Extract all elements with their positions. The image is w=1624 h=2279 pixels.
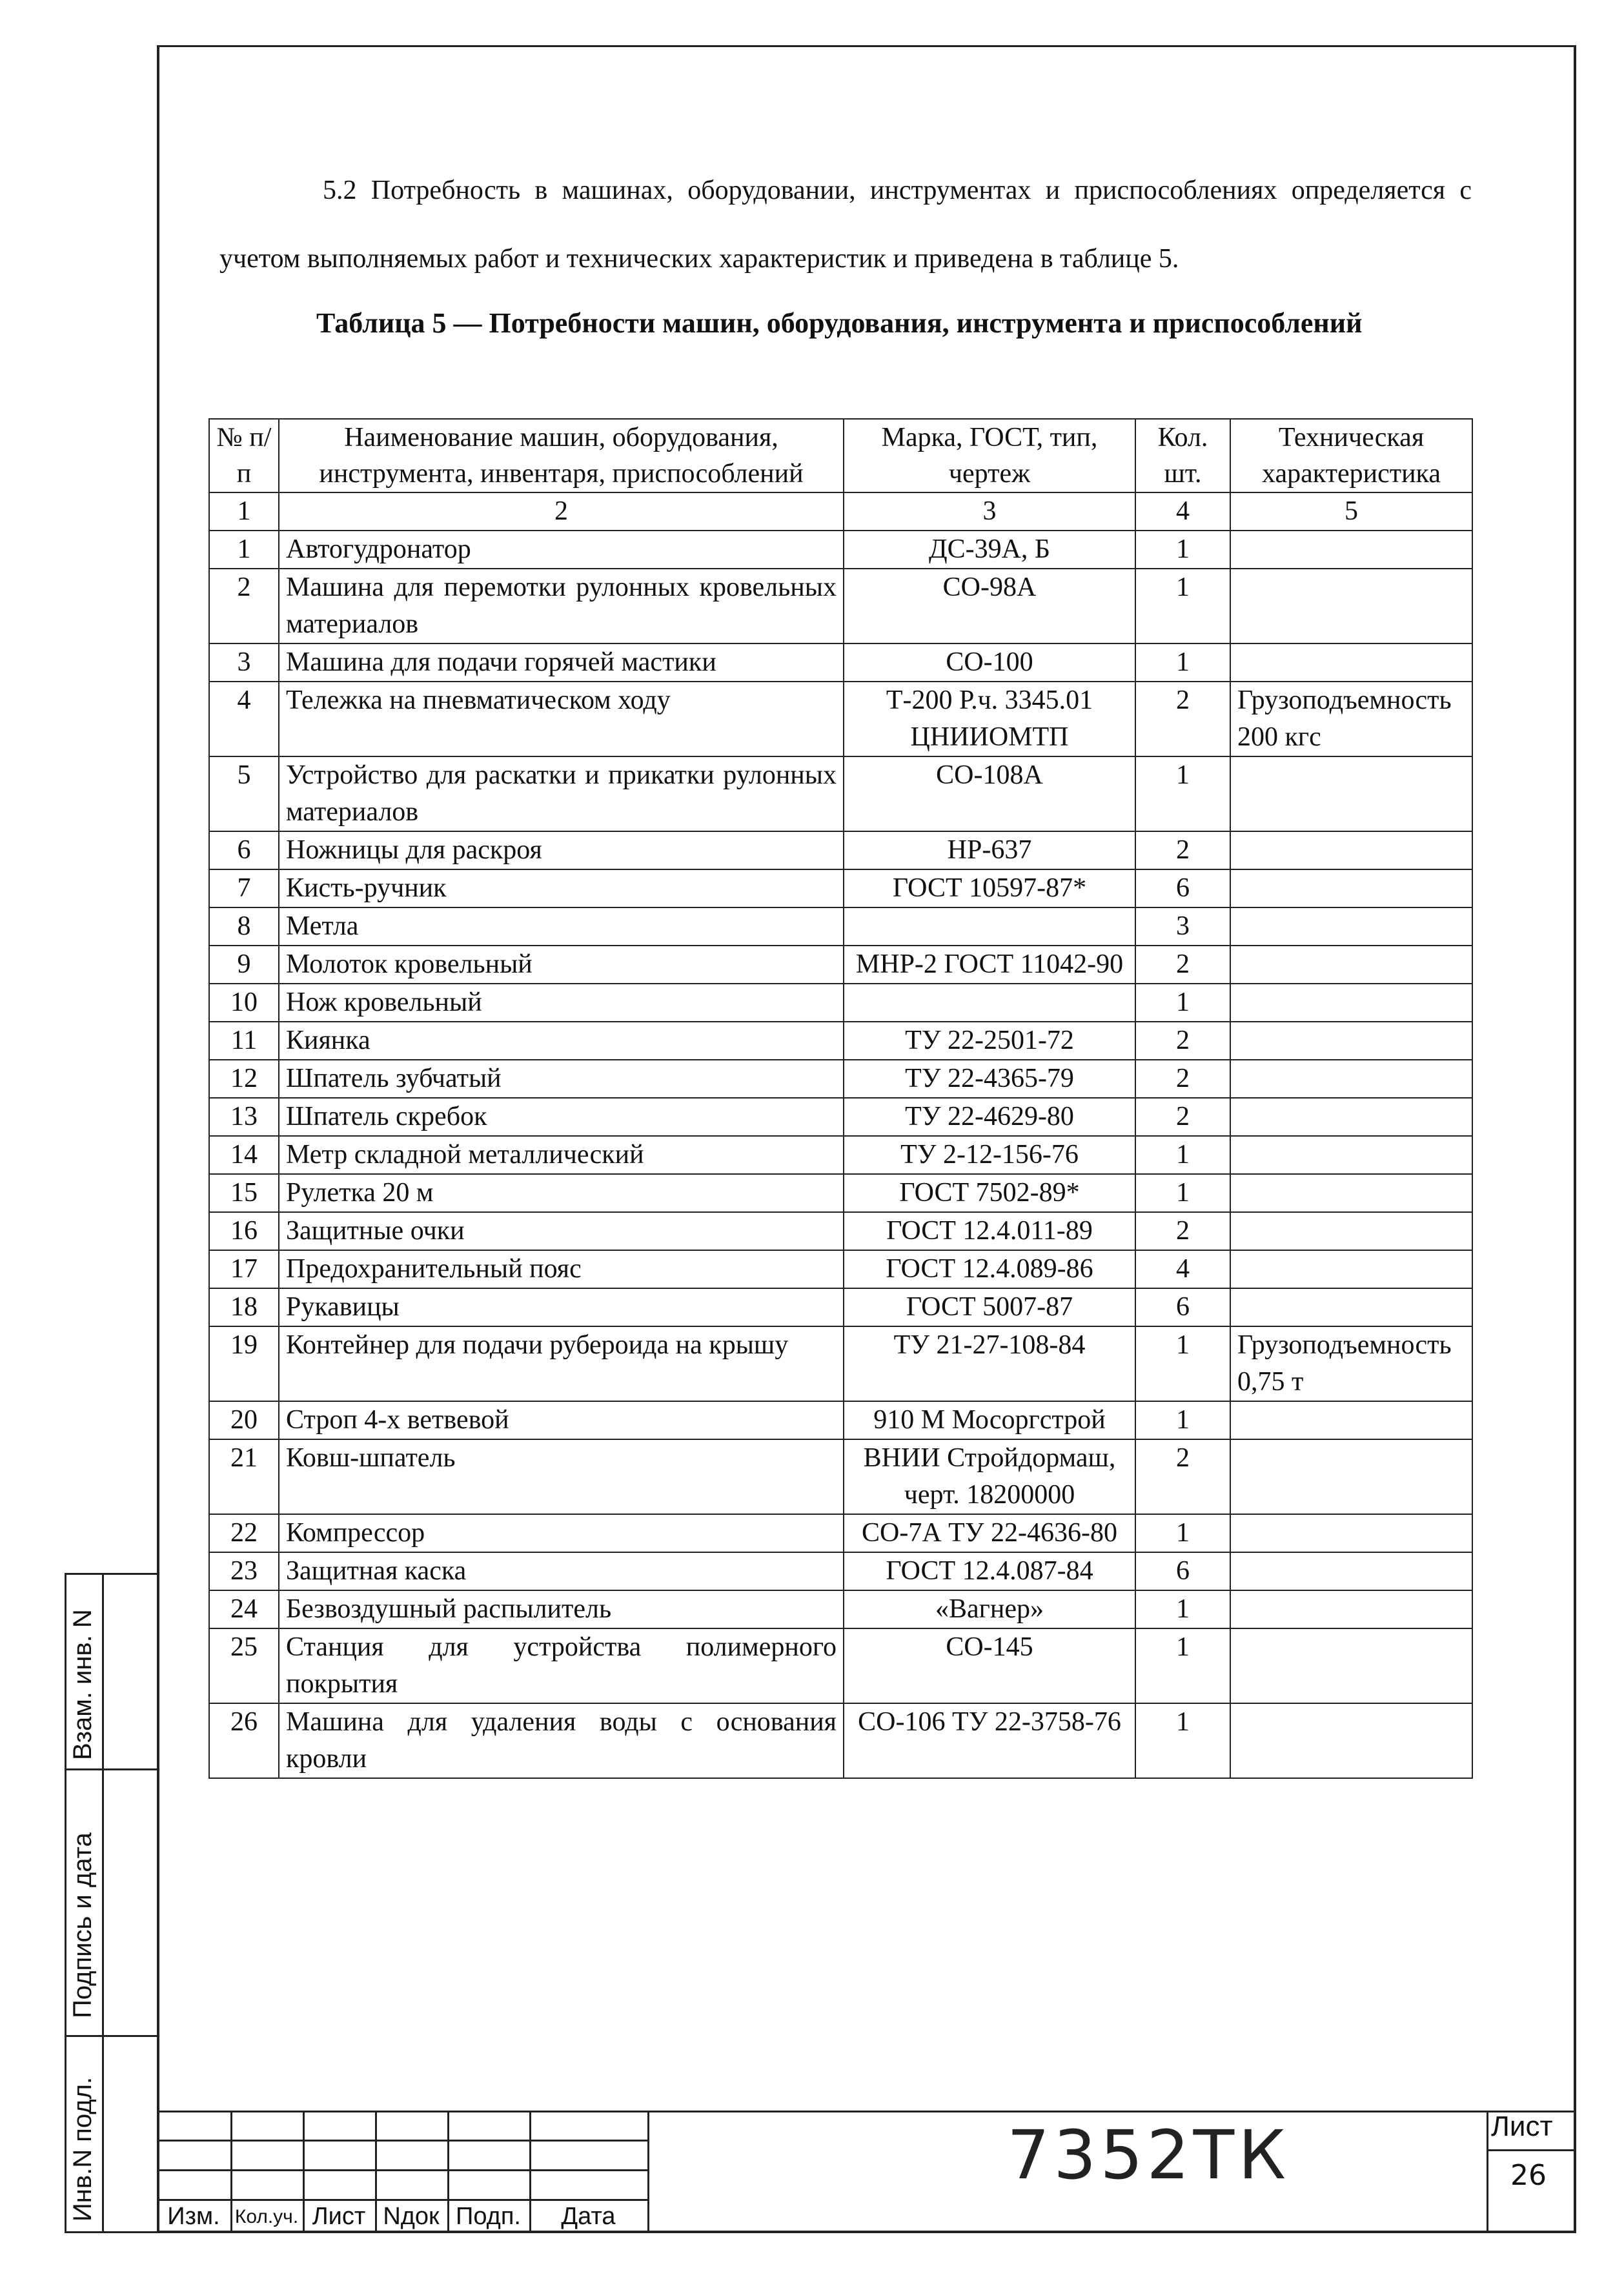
row-technical (1230, 1439, 1472, 1514)
row-name: Рулетка 20 м (279, 1174, 844, 1212)
stamp-line (65, 1573, 66, 2233)
row-number: 14 (209, 1136, 279, 1174)
row-technical (1230, 1401, 1472, 1439)
row-mark: ТУ 2-12-156-76 (844, 1136, 1135, 1174)
tb-line (157, 2111, 1576, 2112)
row-quantity: 2 (1135, 1022, 1230, 1060)
row-name: Автогудронатор (279, 531, 844, 569)
row-quantity: 2 (1135, 682, 1230, 756)
tb-line (647, 2111, 649, 2233)
row-number: 9 (209, 946, 279, 984)
row-name: Ножницы для раскроя (279, 831, 844, 869)
row-quantity: 1 (1135, 1136, 1230, 1174)
row-name: Киянка (279, 1022, 844, 1060)
row-name: Кисть-ручник (279, 869, 844, 907)
row-number: 19 (209, 1326, 279, 1401)
row-name: Предохранительный пояс (279, 1250, 844, 1288)
row-mark: ТУ 22-4365-79 (844, 1060, 1135, 1098)
tb-label-koluch: Кол.уч. (234, 2206, 299, 2227)
row-mark: СО-7А ТУ 22-4636-80 (844, 1514, 1135, 1552)
tb-label-data: Дата (561, 2203, 616, 2230)
row-name: Машина для подачи горячей мастики (279, 643, 844, 682)
row-number: 12 (209, 1060, 279, 1098)
stamp-line (65, 1768, 157, 1770)
table-row (209, 1326, 1472, 1401)
table-row (209, 946, 1472, 984)
row-technical (1230, 643, 1472, 682)
stamp-inv: Инв.N подл. (68, 2076, 97, 2222)
row-name: Метр складной металлический (279, 1136, 844, 1174)
row-name: Машина для удаления воды с основания кровли (279, 1703, 844, 1778)
table-row (209, 1136, 1472, 1174)
row-number: 8 (209, 907, 279, 946)
row-name: Компрессор (279, 1514, 844, 1552)
row-name: Тележка на пневматическом ходу (279, 682, 844, 756)
row-mark: СО-108А (844, 756, 1135, 831)
row-technical (1230, 1022, 1472, 1060)
row-number: 6 (209, 831, 279, 869)
row-number: 1 (209, 531, 279, 569)
row-number: 10 (209, 984, 279, 1022)
row-mark: ГОСТ 5007-87 (844, 1288, 1135, 1326)
index-cell: 4 (1135, 492, 1230, 531)
row-number: 23 (209, 1552, 279, 1590)
tb-label-podp: Подп. (456, 2203, 521, 2230)
row-mark: СО-100 (844, 643, 1135, 682)
row-technical (1230, 1060, 1472, 1098)
row-number: 2 (209, 569, 279, 643)
equipment-table (208, 418, 1473, 1779)
index-cell: 5 (1230, 492, 1472, 531)
row-number: 22 (209, 1514, 279, 1552)
stamp-line (102, 1573, 104, 2233)
table-row (209, 1174, 1472, 1212)
header-number: № п/п (209, 419, 279, 492)
table-row (209, 907, 1472, 946)
table-row (209, 1628, 1472, 1703)
row-technical (1230, 1703, 1472, 1778)
row-mark: СО-106 ТУ 22-3758-76 (844, 1703, 1135, 1778)
row-mark: ТУ 22-4629-80 (844, 1098, 1135, 1136)
row-mark (844, 984, 1135, 1022)
table-row (209, 756, 1472, 831)
table-row (209, 1514, 1472, 1552)
row-mark: МНР-2 ГОСТ 11042-90 (844, 946, 1135, 984)
row-quantity: 6 (1135, 1288, 1230, 1326)
header-mark: Марка, ГОСТ, тип, чертеж (844, 419, 1135, 492)
tb-line (1487, 2149, 1576, 2151)
table-row (209, 1439, 1472, 1514)
row-technical (1230, 1590, 1472, 1628)
table-row (209, 643, 1472, 682)
row-number: 7 (209, 869, 279, 907)
tb-label-list: Лист (312, 2203, 366, 2230)
table-row (209, 1212, 1472, 1250)
row-quantity: 1 (1135, 531, 1230, 569)
row-quantity: 2 (1135, 1060, 1230, 1098)
row-quantity: 1 (1135, 569, 1230, 643)
row-technical (1230, 531, 1472, 569)
row-number: 21 (209, 1439, 279, 1514)
row-name: Метла (279, 907, 844, 946)
row-technical (1230, 1174, 1472, 1212)
row-technical (1230, 1098, 1472, 1136)
row-quantity: 6 (1135, 869, 1230, 907)
index-cell: 2 (279, 492, 844, 531)
header-technical: Техническая характеристика (1230, 419, 1472, 492)
table-row (209, 569, 1472, 643)
row-technical (1230, 1136, 1472, 1174)
row-number: 26 (209, 1703, 279, 1778)
tb-label-izm: Изм. (167, 2203, 220, 2230)
row-number: 18 (209, 1288, 279, 1326)
sheet-number: 26 (1510, 2159, 1547, 2192)
table-row (209, 1022, 1472, 1060)
row-technical (1230, 1212, 1472, 1250)
row-quantity: 2 (1135, 1212, 1230, 1250)
row-quantity: 3 (1135, 907, 1230, 946)
index-cell: 3 (844, 492, 1135, 531)
row-technical (1230, 1514, 1472, 1552)
row-number: 13 (209, 1098, 279, 1136)
table-row (209, 1552, 1472, 1590)
row-mark: ГОСТ 10597-87* (844, 869, 1135, 907)
row-name: Строп 4-х ветвевой (279, 1401, 844, 1439)
table-row (209, 1060, 1472, 1098)
row-quantity: 1 (1135, 1590, 1230, 1628)
row-technical (1230, 946, 1472, 984)
row-mark: СО-145 (844, 1628, 1135, 1703)
row-number: 4 (209, 682, 279, 756)
index-cell: 1 (209, 492, 279, 531)
row-quantity: 2 (1135, 1098, 1230, 1136)
row-name: Защитные очки (279, 1212, 844, 1250)
row-technical (1230, 1552, 1472, 1590)
header-quantity: Кол. шт. (1135, 419, 1230, 492)
row-name: Защитная каска (279, 1552, 844, 1590)
row-technical (1230, 1628, 1472, 1703)
row-mark: СО-98А (844, 569, 1135, 643)
row-number: 5 (209, 756, 279, 831)
table-row (209, 1703, 1472, 1778)
row-name: Безвоздушный распылитель (279, 1590, 844, 1628)
row-technical (1230, 869, 1472, 907)
tb-line (1487, 2111, 1488, 2233)
row-quantity: 2 (1135, 946, 1230, 984)
row-mark: Т-200 Р.ч. 3345.01 ЦНИИОМТП (844, 682, 1135, 756)
row-number: 25 (209, 1628, 279, 1703)
row-name: Рукавицы (279, 1288, 844, 1326)
row-mark: НР-637 (844, 831, 1135, 869)
row-technical (1230, 831, 1472, 869)
row-name: Ковш-шпатель (279, 1439, 844, 1514)
table-row (209, 984, 1472, 1022)
row-name: Контейнер для подачи рубероида на крышу (279, 1326, 844, 1401)
row-number: 24 (209, 1590, 279, 1628)
row-quantity: 2 (1135, 831, 1230, 869)
row-technical (1230, 569, 1472, 643)
row-name: Шпатель скребок (279, 1098, 844, 1136)
row-quantity: 6 (1135, 1552, 1230, 1590)
row-quantity: 1 (1135, 1628, 1230, 1703)
row-name: Машина для перемотки рулонных кровельных материалов (279, 569, 844, 643)
table-caption: Таблица 5 — Потребности машин, оборудования, инструмента и приспособлений (316, 307, 1363, 339)
row-mark: ГОСТ 12.4.089-86 (844, 1250, 1135, 1288)
table-row (209, 682, 1472, 756)
stamp-podpis: Подпись и дата (68, 1832, 97, 2018)
table-row (209, 1401, 1472, 1439)
table-row (209, 1250, 1472, 1288)
row-quantity: 1 (1135, 1174, 1230, 1212)
row-mark: ДС-39А, Б (844, 531, 1135, 569)
row-technical (1230, 984, 1472, 1022)
row-technical (1230, 756, 1472, 831)
row-mark: ТУ 22-2501-72 (844, 1022, 1135, 1060)
row-quantity: 1 (1135, 984, 1230, 1022)
row-number: 17 (209, 1250, 279, 1288)
stamp-line (65, 2231, 157, 2233)
row-technical: Грузоподъемность 0,75 т (1230, 1326, 1472, 1401)
row-mark: ГОСТ 7502-89* (844, 1174, 1135, 1212)
document-number: 7352ТК (1007, 2116, 1290, 2194)
title-block (157, 2111, 1576, 2233)
table-row (209, 831, 1472, 869)
stamp-line (65, 1573, 157, 1575)
row-quantity: 4 (1135, 1250, 1230, 1288)
row-name: Шпатель зубчатый (279, 1060, 844, 1098)
row-technical (1230, 907, 1472, 946)
row-number: 11 (209, 1022, 279, 1060)
row-technical (1230, 1250, 1472, 1288)
table-row (209, 1288, 1472, 1326)
row-mark: «Вагнер» (844, 1590, 1135, 1628)
row-name: Устройство для раскатки и прикатки рулонных материалов (279, 756, 844, 831)
row-technical (1230, 1288, 1472, 1326)
row-number: 15 (209, 1174, 279, 1212)
header-name: Наименование машин, оборудования, инструмента, инвентаря, приспособлений (279, 419, 844, 492)
table-row (209, 1098, 1472, 1136)
side-stamp (65, 1573, 157, 2233)
row-mark (844, 907, 1135, 946)
stamp-line (65, 2035, 157, 2037)
row-quantity: 2 (1135, 1439, 1230, 1514)
row-mark: ВНИИ Стройдормаш, черт. 18200000 (844, 1439, 1135, 1514)
row-name: Станция для устройства полимерного покрытия (279, 1628, 844, 1703)
table-index-row (209, 492, 1472, 531)
row-mark: ГОСТ 12.4.087-84 (844, 1552, 1135, 1590)
tb-label-ndok: Nдок (383, 2203, 440, 2230)
row-number: 16 (209, 1212, 279, 1250)
row-quantity: 1 (1135, 1326, 1230, 1401)
row-mark: 910 М Мосоргстрой (844, 1401, 1135, 1439)
row-quantity: 1 (1135, 756, 1230, 831)
row-name: Молоток кровельный (279, 946, 844, 984)
row-quantity: 1 (1135, 1401, 1230, 1439)
row-technical: Грузоподъемность 200 кгс (1230, 682, 1472, 756)
row-quantity: 1 (1135, 1703, 1230, 1778)
row-name: Нож кровельный (279, 984, 844, 1022)
stamp-vzam: Взам. инв. N (68, 1609, 97, 1760)
intro-paragraph: 5.2 Потребность в машинах, оборудовании, инструментах и приспособлениях определяется с учетом выполняемых работ и технических характеристик и приведена в таблице 5. (219, 176, 1472, 274)
row-mark: ГОСТ 12.4.011-89 (844, 1212, 1135, 1250)
table-body (209, 531, 1472, 1778)
table-row (209, 869, 1472, 907)
row-mark: ТУ 21-27-108-84 (844, 1326, 1135, 1401)
row-number: 3 (209, 643, 279, 682)
row-quantity: 1 (1135, 1514, 1230, 1552)
sheet-label: Лист (1491, 2111, 1553, 2142)
row-quantity: 1 (1135, 643, 1230, 682)
row-number: 20 (209, 1401, 279, 1439)
table-row (209, 1590, 1472, 1628)
table-row (209, 531, 1472, 569)
table-header-row (209, 419, 1472, 492)
